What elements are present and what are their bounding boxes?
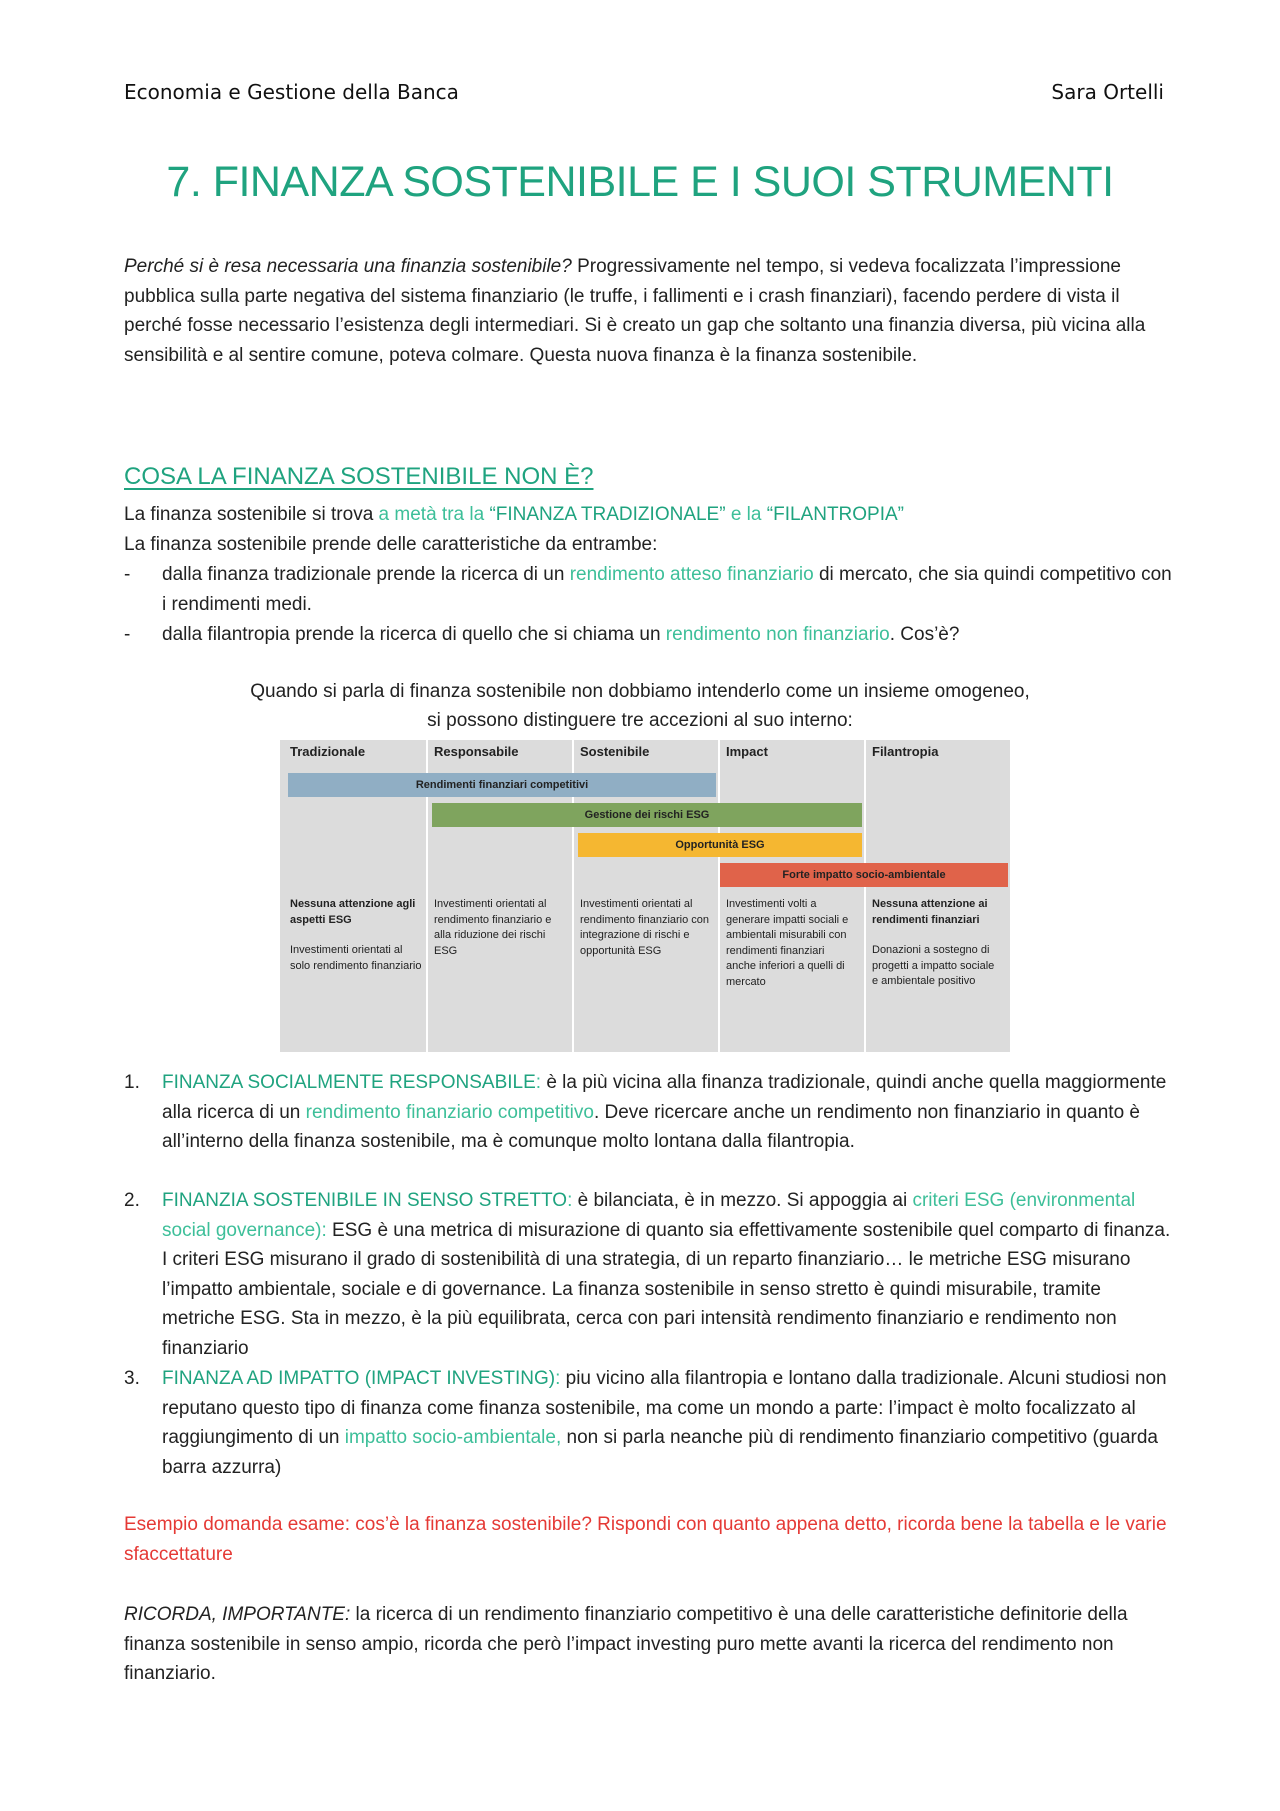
bar-impact: Forte impatto socio-ambientale <box>720 863 1008 887</box>
desc-traditional <box>290 897 422 974</box>
item3-highlight: impatto socio-ambientale, <box>344 1427 562 1448</box>
item2-highlight: criteri ESG (environmental social governance): <box>162 1190 1136 1241</box>
esg-spectrum-figure <box>280 740 1010 1052</box>
item2-title: FINANZIA SOSTENIBILE IN SENSO STRETTO <box>162 1190 568 1211</box>
line1-part-a: La finanza sostenibile si trova <box>124 504 379 525</box>
item3-colon: : <box>555 1368 566 1389</box>
desc-sustainable: Investimenti orientati al rendimento finanziario con integrazione di rischi e opportunità ESG <box>580 898 710 957</box>
desc-traditional-text: Investimenti orientati al solo rendimento finanziario <box>290 944 422 972</box>
dash-marker: - <box>124 564 131 585</box>
intro-paragraph <box>124 252 1174 370</box>
desc-philanthropy-bold: Nessuna attenzione ai rendimenti finanziari <box>872 898 988 926</box>
item3-title: FINANZA AD IMPATTO (IMPACT INVESTING) <box>162 1368 556 1389</box>
item2-colon: : <box>567 1190 578 1211</box>
item1-text-c: di mercato, che sia quindi competitivo con i rendimenti medi. <box>162 564 1172 615</box>
list-item <box>124 620 1174 650</box>
item1-highlight: rendimento finanziario competitivo <box>305 1101 594 1123</box>
caption-line-2: si possono distinguere tre accezioni al suo interno: <box>427 710 853 731</box>
list-item <box>124 1364 1174 1482</box>
item1-colon: : <box>535 1072 547 1093</box>
dash-marker: - <box>124 624 131 645</box>
item1-title: FINANZA SOCIALMENTE RESPONSABILE <box>162 1072 536 1093</box>
item3-body-a: piu vicino alla filantropia e lontano dalla tradizionale. Alcuni studiosi non reputano questo tipo di finanza come finanza sostenibile, ma come un mondo a parte: l’impact è molto focalizzato al raggiungimento di un <box>162 1368 1167 1448</box>
bar-competitive-returns: Rendimenti finanziari competitivi <box>288 773 716 797</box>
item2-text-c: . Cos’è? <box>889 624 960 645</box>
desc-philanthropy-text: Donazioni a sostegno di progetti a impatto sociale e ambientale positivo <box>872 944 995 987</box>
line1-traditional: “FINANZA TRADIZIONALE” <box>489 504 726 525</box>
column-header-philanthropy: Filantropia <box>872 744 939 759</box>
item1-body-a: è la più vicina alla finanza tradizionale, quindi anche quella maggiormente alla ricerca di un <box>162 1072 1167 1123</box>
bar-esg-risk: Gestione dei rischi ESG <box>432 803 862 827</box>
item1-body-b: . Deve ricercare anche un rendimento non finanziario in quanto è all’interno della finanza sostenibile, ma è comunque molto lontana dalla filantropia. <box>162 1101 1140 1152</box>
exam-note: Esempio domanda esame: cos’è la finanza sostenibile? Rispondi con quanto appena detto, ricorda bene la tabella e le varie sfaccettature <box>124 1514 1167 1565</box>
section-line-1 <box>124 500 1174 530</box>
section-line-2: La finanza sostenibile prende delle caratteristiche da entrambe: <box>124 534 658 555</box>
list-number: 1. <box>124 1072 140 1093</box>
intro-text: Progressivamente nel tempo, si vedeva focalizzata l’impressione pubblica sulla parte negativa del sistema finanziario (le truffe, i fallimenti e i crash finanziari), facendo perdere di vista il perché fosse necessario l’esistenza degli intermediari. Si è creato un gap che soltanto una finanzia diversa, più vicina alla sensibilità e al sentire comune, poteva colmare. Questa nuova finanza è la finanza sostenibile. <box>124 256 1146 366</box>
remember-label: RICORDA, IMPORTANTE: <box>124 1604 351 1625</box>
item2-body-b: ESG è una metrica di misurazione di quanto sia effettivamente sostenibile quel comparto di finanza. I criteri ESG misurano il grado di sostenibilità di una strategia, di un reparto finanziario… le metriche ESG misurano l’impatto ambientale, sociale e di governance. La finanza sostenibile in senso stretto è quindi misurabile, tramite metriche ESG. Sta in mezzo, è la più equilibrata, cerca con pari intensità rendimento finanziario e rendimento non finanziario <box>162 1219 1171 1359</box>
desc-impact: Investimenti volti a generare impatti sociali e ambientali misurabili con rendimenti finanziari anche inferiori a quelli di mercato <box>726 898 849 988</box>
column-header-impact: Impact <box>726 744 768 759</box>
desc-traditional-bold: Nessuna attenzione agli aspetti ESG <box>290 898 416 926</box>
column-separator <box>864 740 866 1052</box>
column-header-sustainable: Sostenibile <box>580 744 650 759</box>
remember-note <box>124 1600 1174 1689</box>
item1-highlight: rendimento atteso finanziario <box>569 564 814 585</box>
list-number: 2. <box>124 1190 140 1211</box>
line1-part-b: a metà tra la <box>378 504 490 525</box>
header-author: Sara Ortelli <box>1051 80 1164 104</box>
line1-part-d: e la <box>725 504 767 525</box>
list-item <box>124 1068 1174 1157</box>
item1-text-a: dalla finanza tradizionale prende la ricerca di un <box>162 564 570 585</box>
item2-body-a: è bilanciata, è in mezzo. Si appoggia ai <box>577 1190 913 1211</box>
item3-body-b: non si parla neanche più di rendimento finanziario competitivo (guarda barra azzurra) <box>162 1427 1158 1478</box>
remember-text: la ricerca di un rendimento finanziario competitivo è una delle caratteristiche definitorie della finanza sostenibile in senso ampio, ricorda che però l’impact investing puro mette avanti la ricerca del rendimento non finanziario. <box>124 1604 1128 1684</box>
column-header-traditional: Tradizionale <box>290 744 366 759</box>
intro-question: Perché si è resa necessaria una finanzia sostenibile? <box>124 256 572 277</box>
desc-philanthropy <box>872 897 1002 990</box>
list-number: 3. <box>124 1368 140 1389</box>
header-course: Economia e Gestione della Banca <box>124 80 459 104</box>
line1-philanthropy: “FILANTROPIA” <box>766 504 904 525</box>
bar-esg-opportunity: Opportunità ESG <box>578 833 862 857</box>
list-item <box>124 560 1174 619</box>
page-header <box>124 80 1164 108</box>
caption-line-1: Quando si parla di finanza sostenibile non dobbiamo intenderlo come un insieme omogeneo, <box>250 681 1030 702</box>
item2-text-a: dalla filantropia prende la ricerca di quello che si chiama un <box>162 624 666 645</box>
desc-responsible: Investimenti orientati al rendimento finanziario e alla riduzione dei rischi ESG <box>434 898 552 957</box>
list-item <box>124 1186 1174 1363</box>
page-title: 7. FINANZA SOSTENIBILE E I SUOI STRUMENTI <box>166 158 1114 206</box>
figure-caption <box>0 677 1280 735</box>
column-separator <box>718 740 720 1052</box>
item2-highlight: rendimento non finanziario <box>665 624 890 645</box>
column-header-responsible: Responsabile <box>434 744 519 759</box>
section-title: COSA LA FINANZA SOSTENIBILE NON È? <box>124 463 594 490</box>
